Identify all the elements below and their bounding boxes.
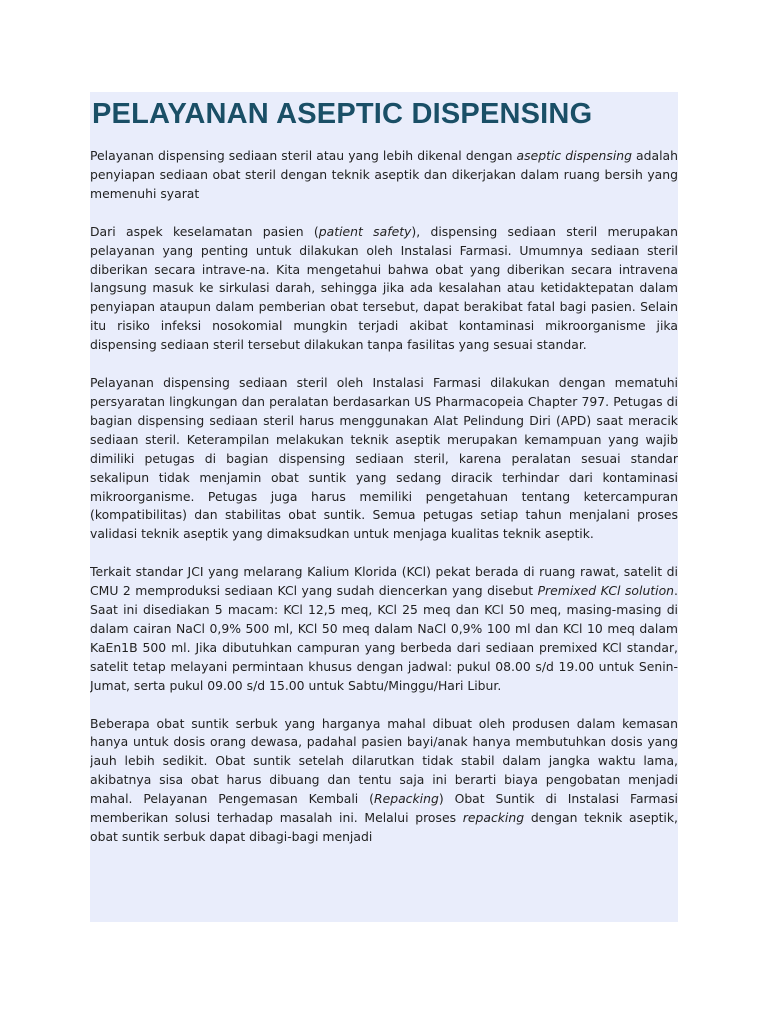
paragraph-5-text-c: ) Obat Suntik di Instalasi Farmasi memberikan solusi terhadap masalah ini. Melalui proses — [90, 791, 678, 826]
paragraph-5-italic-repacking-2: repacking — [462, 810, 525, 826]
paragraph-4 — [90, 563, 678, 695]
paragraph-2-italic-patient-safety: patient safety — [318, 223, 412, 239]
paragraph-4-text-c: . Saat ini disediakan 5 macam: KCl 12,5 meq, KCl 25 meq dan KCl 50 meq, masing-masing di dalam cairan NaCl 0,9% 500 ml, KCl 50 meq dalam NaCl 0,9% 100 ml dan KCl 10 meq dalam KaEn1B 500 ml. Jika dibutuhkan campuran yang berbeda dari sediaan premixed KCl standar, satelit tetap melayani permintaan khusus dengan jadwal: pukul 08.00 s/d 19.00 untuk Senin-Jumat, serta pukul 09.00 s/d 15.00 untuk Sabtu/Minggu/Hari Libur. — [90, 583, 678, 693]
paragraph-2-text-c: ), dispensing sediaan steril merupakan pelayanan yang penting untuk dilakukan oleh Instalasi Farmasi. Umumnya sediaan steril diberikan secara intrave-na. Kita mengetahui bahwa obat yang diberikan secara intravena langsung masuk ke sirkulasi darah, sehingga jika ada kesalahan atau ketidaktepatan dalam penyiapan ataupun dalam pemberian obat tersebut, dapat berakibat fatal bagi pasien. Selain itu risiko infeksi nosokomial mungkin terjadi akibat kontaminasi mikroorganisme jika dispensing sediaan steril tersebut dilakukan tanpa fasilitas yang sesuai standar. — [90, 223, 678, 353]
paragraph-1-text-a: Pelayanan dispensing sediaan steril atau yang lebih dikenal dengan — [90, 148, 517, 163]
paragraph-5-text-a: Beberapa obat suntik serbuk yang harganya mahal dibuat oleh produsen dalam kemasan hanya untuk dosis orang dewasa, padahal pasien bayi/anak hanya membutuhkan dosis yang jauh lebih sedikit. Obat suntik setelah dilarutkan tidak stabil dalam jangka waktu lama, akibatnya sisa obat harus dibuang dan tentu saja ini berarti biaya pengobatan menjadi mahal. Pelayanan Pengemasan Kembali ( — [90, 715, 678, 807]
paragraph-3-text: Pelayanan dispensing sediaan steril oleh Instalasi Farmasi dilakukan dengan mematuhi persyaratan lingkungan dan peralatan berdasarkan US Pharmacopeia Chapter 797. Petugas di bagian dispensing sediaan steril harus menggunakan Alat Pelindung Diri (APD) saat meracik sediaan steril. Keterampilan melakukan teknik aseptik merupakan kemampuan yang wajib dimiliki petugas di bagian dispensing sediaan steril, karena peralatan sesuai standar sekalipun tidak menjamin obat suntik yang sedang diracik terhindar dari kontaminasi mikroorganisme. Petugas juga harus memiliki pengetahuan tentang ketercampuran (kompatibilitas) dan stabilitas obat suntik. Semua petugas setiap tahun menjalani proses validasi teknik aseptik yang dimaksudkan untuk menjaga kualitas teknik aseptik. — [90, 375, 678, 542]
document-page — [90, 92, 678, 922]
paragraph-4-text-a: Terkait standar JCI yang melarang Kalium Klorida (KCl) pekat berada di ruang rawat, satelit di CMU 2 memproduksi sediaan KCl yang sudah diencerkan yang disebut — [90, 564, 678, 599]
paragraph-2-text-a: Dari aspek keselamatan pasien ( — [90, 223, 319, 239]
paragraph-5-italic-repacking: Repacking — [373, 791, 439, 807]
paragraph-3 — [90, 374, 678, 544]
paragraph-1-text-c: adalah penyiapan sediaan obat steril dengan teknik aseptik dan dikerjakan dalam ruang bersih yang memenuhi syarat — [90, 148, 678, 201]
paragraph-4-italic-premixed-kcl: Premixed KCl solution — [537, 583, 675, 599]
paragraph-1 — [90, 147, 678, 204]
paragraph-1-italic-aseptic-dispensing: aseptic dispensing — [516, 148, 632, 163]
document-title: PELAYANAN ASEPTIC DISPENSING — [92, 98, 593, 130]
paragraph-5-text-e: dengan teknik aseptik, obat suntik serbuk dapat dibagi-bagi menjadi — [90, 810, 678, 844]
paragraph-5 — [90, 715, 678, 847]
paragraph-2 — [90, 223, 678, 355]
